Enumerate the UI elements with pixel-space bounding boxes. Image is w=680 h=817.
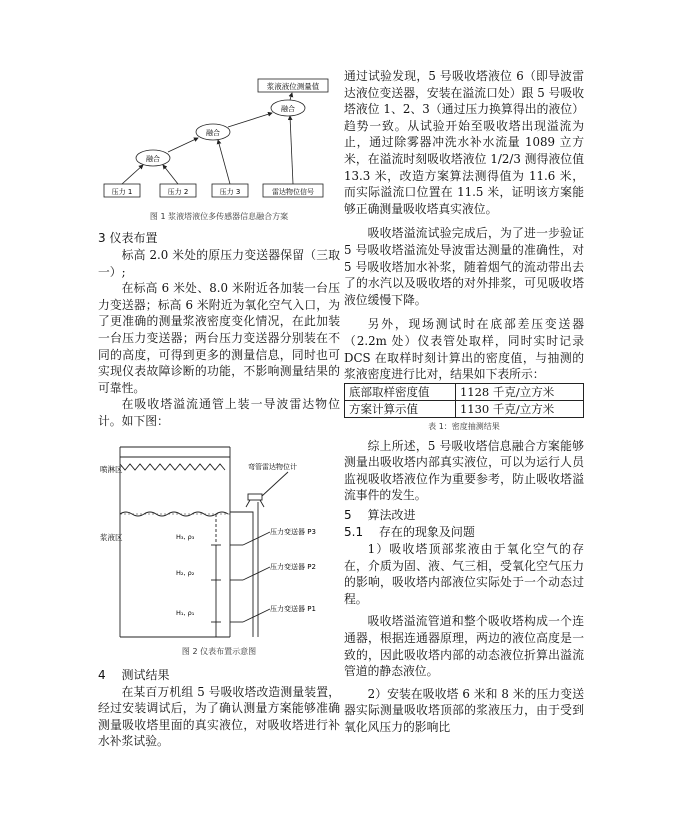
h2-label: H₂, ρ₂ bbox=[176, 568, 195, 577]
section-3-para-2: 在标高 6 米处、8.0 米附近各加装一台压力变送器；标高 6 米附近为氧化空气入口，为了更准确的测量浆液密度变化情况，在此加装一台压力变送器；两台压力变送器分别装在不同的高度，可得到更多的测量信息，同时也可实现仪表故障诊断的功能，不影响测量结果的可靠性。 bbox=[98, 281, 340, 395]
right-para-3: 另外，现场测试时在底部差压变送器（2.2m 处）仪表管处取样，同时实时记录 DCS 在取样时刻计算出的密度值，与抽测的浆液密度进行比对，结果如下表所示： bbox=[344, 317, 584, 382]
right-column bbox=[344, 68, 584, 736]
figure-1-caption: 图 1 浆液塔液位多传感器信息融合方案 bbox=[149, 212, 289, 221]
table-cell: 1128 千克/立方米 bbox=[455, 383, 583, 400]
fusion-node-1-label: 融合 bbox=[146, 155, 160, 163]
p1-label: 压力变送器 P1 bbox=[270, 604, 316, 613]
output-box-label: 浆液液位测量值 bbox=[266, 82, 320, 91]
section-3-heading: 3 仪表布置 bbox=[98, 231, 158, 245]
slurry-zone-label: 浆液区 bbox=[100, 532, 123, 542]
radar-label: 弯管雷达物位计 bbox=[248, 462, 297, 471]
table-cell: 1130 千克/立方米 bbox=[455, 400, 583, 417]
density-table bbox=[344, 383, 584, 418]
p2-label: 压力变送器 P2 bbox=[270, 562, 316, 571]
source-p2-label: 压力 2 bbox=[167, 188, 189, 196]
right-para-5: 1）吸收塔顶部浆液由于氧化空气的存在，介质为固、液、气三相，受氧化空气压力的影响，吸收塔内部液位实际处于一个动态过程。 bbox=[344, 542, 584, 606]
left-column bbox=[98, 0, 340, 750]
table-cell: 方案计算示值 bbox=[345, 400, 456, 417]
right-para-4: 综上所述，5 号吸收塔信息融合方案能够测量出吸收塔内部真实液位，可以为运行人员监视吸收塔液位作为重要参考，防止吸收塔溢流事件的发生。 bbox=[344, 438, 584, 503]
source-p3-label: 压力 3 bbox=[219, 188, 241, 196]
p3-label: 压力变送器 P3 bbox=[270, 527, 316, 536]
section-5-heading: 5 算法改进 bbox=[344, 508, 416, 523]
source-radar-label: 雷达物位信号 bbox=[272, 188, 314, 196]
section-4-heading: 4 测试结果 bbox=[98, 667, 170, 682]
section-4-para: 在某百万机组 5 号吸收塔改造测量装置，经过安装调试后，为了确认测量方案能够准确测量吸收塔里面的真实液位，对吸收塔进行补水补浆试验。 bbox=[98, 684, 340, 749]
table-row bbox=[345, 383, 584, 400]
section-3-para-3: 在吸收塔溢流通管上装一导波雷达物位计。如下图： bbox=[98, 397, 340, 428]
table-cell: 底部取样密度值 bbox=[345, 383, 456, 400]
table-row bbox=[345, 400, 584, 417]
right-para-2: 吸收塔溢流试验完成后，为了进一步验证 5 号吸收塔溢流处导波雷达测量的准确性，对 5 号吸收塔加水补浆，随着烟气的流动带出去了的水汽以及吸收塔的对外排浆，可见吸收塔液位缓慢下降。 bbox=[344, 226, 584, 307]
fusion-node-3-label: 融合 bbox=[281, 105, 295, 113]
table-1-caption: 表 1：密度抽测结果 bbox=[428, 421, 500, 431]
spray-zone-label: 喷淋区 bbox=[100, 464, 123, 474]
h1-label: H₁, ρ₁ bbox=[176, 608, 195, 617]
right-para-1: 通过试验发现，5 号吸收塔液位 6（即导波雷达液位变送器，安装在溢流口处）跟 5 号吸收塔液位 1、2、3（通过压力换算得出的液位）趋势一致。从试验开始至吸收塔出现溢流为止，通过除雾器冲洗水补水流量 1089 立方米，在溢流时刻吸收塔液位 1/2/3 测得液位值 13.3 米，改造方案算法测得值为 11.6 米，而实际溢流口位置在 11.5 米，证明该方案能够正确测量吸收塔真实液位。 bbox=[344, 69, 584, 216]
right-para-6: 吸收塔溢流管道和整个吸收塔构成一个连通器，根据连通器原理，两边的液位高度是一致的，因此吸收塔内部的动态液位折算出溢流管道的静态液位。 bbox=[344, 614, 584, 679]
fusion-diagram bbox=[98, 0, 340, 210]
fusion-node-2-label: 融合 bbox=[206, 129, 220, 137]
section-5-1-heading: 5.1 存在的现象及问题 bbox=[344, 525, 475, 540]
section-3-para-1: 标高 2.0 米处的原压力变送器保留（三取一）; bbox=[98, 248, 340, 279]
h3-label: H₃, ρ₃ bbox=[176, 532, 195, 541]
instrument-layout-diagram bbox=[98, 442, 340, 642]
figure-2-caption: 图 2 仪表布置示意图 bbox=[181, 646, 257, 656]
right-para-7: 2）安装在吸收塔 6 米和 8 米的压力变送器实际测量吸收塔顶部的浆液压力，由于受到氧化风压力的影响比 bbox=[344, 686, 584, 734]
source-p1-label: 压力 1 bbox=[111, 188, 133, 196]
